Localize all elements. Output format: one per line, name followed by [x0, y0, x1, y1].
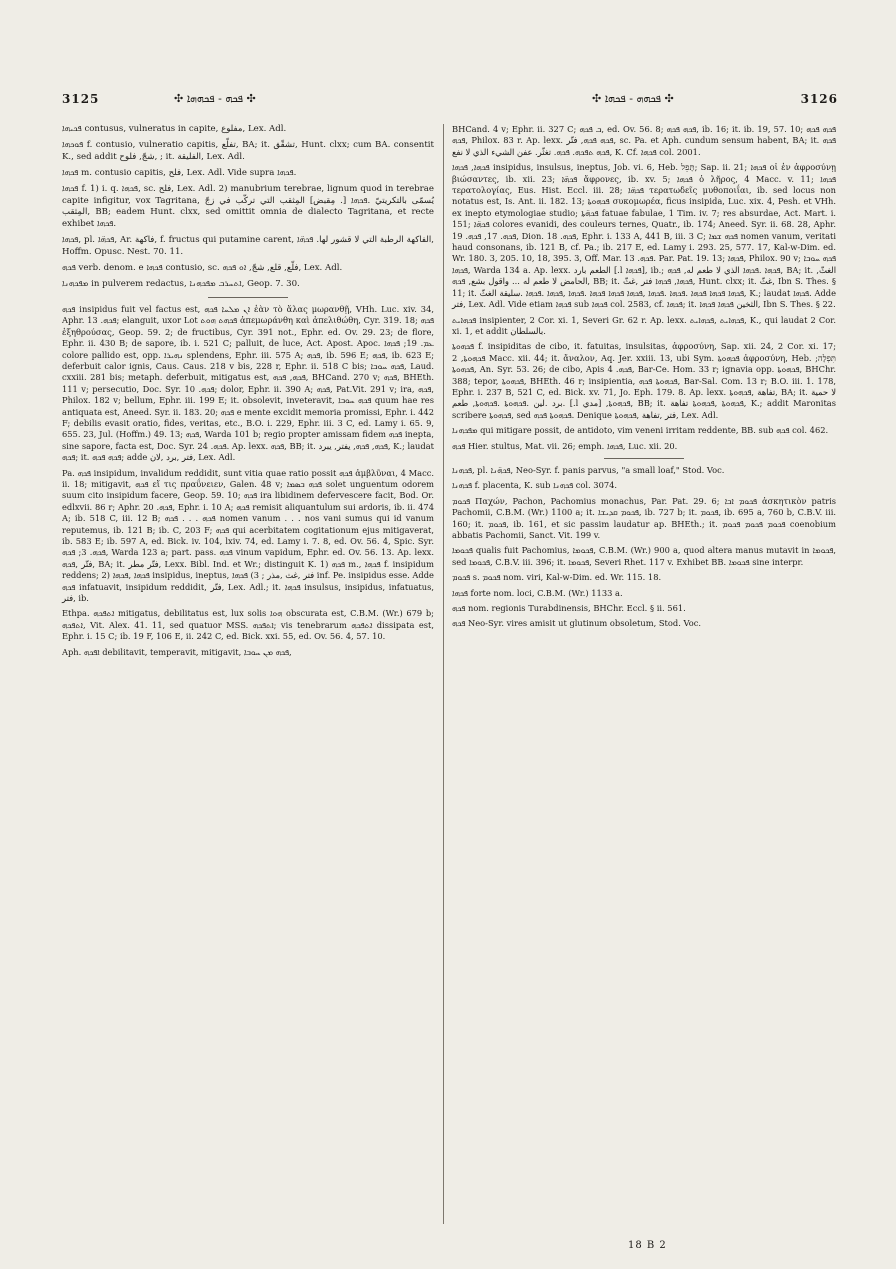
entry: ܦܟܗ Neo-Syr. vires amisit ut glutinum obsoletum, Stod. Voc. — [452, 618, 701, 629]
running-head-left: ✣ ܦܟܗ - ܦܟܗܗܐ ✣ — [174, 92, 256, 105]
entry: ܦܟܗܐ forte nom. loci, C.B.M. (Wr.) 1133 a. — [452, 587, 623, 598]
page-number-left: 3125 — [62, 92, 100, 106]
entry: ܦܟܗܢܐ f. placenta, K. sub ܦܟܗܢܐ col. 3074. — [452, 480, 618, 491]
running-head-right: ✣ ܦܟܗܗ - ܦܟܗܐ ✣ — [592, 92, 674, 105]
entry: ܦܟܝܗܐ contusus, vulneratus in capite, مفلوع, Lex. Adl. — [62, 124, 287, 134]
entry: ܦܘܟܗܐ f. contusio, vulneratio capitis, تفلّع, BA; it. تشقّق, Hunt. clxx; cum BA. consentit K., sed addit شجّ, فلوح, ; it. الفليقة, Lex. Adl. — [62, 139, 434, 162]
entry: BHCand. 4 v; Ephr. ii. 327 C; ܒ ܦܟܗ, ed. Ov. 56. 8; ܦܟܗ ܦܟܗ, ib. 16; it. ib. 19, 57. 10; ܦܟܗ ܦܟܗ ܦܟܗ, Philox. 83 r. Ap. lexx. ܦܟܗ ܦܟܗ, فتّر, sc. Pa. et Aph. cundum sensum habent, BA; it. ܦܟܗ ܦܟܗ ܬܦܟܗ. ܦܟܗ. تغثّر. عفن الشيء الذي لا نفع, K. Cf. ܦܟܗܐ col. 2001. — [452, 124, 836, 157]
entry: ܦܟܗܐ, ܦܟܗܐ insipidus, insulsus, ineptus, Job. vi. 6, Heb. תָּפֵל; Sap. ii. 21; ܦܟܗܐ οἱ ἐν ἀφροσύνῃ βιώσαντες, ib. xii. 23; ܦܟܗ̈ܐ ἄφρονες, ib. xv. 5; ܦܟܗܐ ὁ λῆρος, 4 Macc. v. 11; ܦܟܗܐ τερατολογίας, Eus. Hist. Eccl. iii. 28; ܦܟܗ̈ܐ τερατωδεῖς μυθοποιΐαι, ib. sed locus non notatus est, Is. Ant. ii. 182. 13; ܦܟܗܘܬܐ συκομωρέα, ficus insipida, Luc. xix. 4, Pesh. et VHh. ex inepto etymologiae studio; ܦܟܗ̈ܬܐ fatuae fabulae, 1 Tim. iv. 7; res absurdae, Act. Mart. i. 151; ܦܟܗ̈ܐ colores evanidi, des couleurs ternes, Quatr., ib. 174; Aneed. Syr. ii. 68. 28, Aphr. ܦܟܗ. 17, ܦܟܗ. 19, Dion. ܦܟܗ. 18, Ephr. i. 133 A, 441 B, iii. 3 C; ܦܟܗ ܫܡܐ nomen vanum, veritati haud consonans, ib. 121 B, cf. Pa.; ib. 217 E, ed. Lamy i. 293. 25, 577. 17, Kal-w-Dim. ed. Wr. 180. 3, 205. 10, 18, 395. 3, Off. Mar. ܦܟܗ. 13. Par. Pat. 19. 13; ܦܟܗܐ, Philox. 90 v; ܦܟܗ ܚܘܒܐ ܦܟܗܐ, Warda 134 a. Ap. lexx. الطعم بارد [.l ܦܟܗܐ], ib.; ܦܟܗܐ .ܦܟܗܐ الذي لا طعم له, ܦܟܗ, BA; it. الغثّ, الحامض لا طعم له ... واقول بشع, ܦܟܗ, BB; it. ܦܟܗܐ, ܦܟܗܐ فتر ,غثّ, Hunt. clxx; it. غثّ, Ibn S. Thes. § 11; it. ܦܟܗܐ ܦܟܗܐ ܦܟܗܐ .ܦܟܗܐ .ܦܟܗܐ ,ܦܟܗܐ ܦܟܗܐ ܦܟܗܐ .ܦܟܗܐ ,ܦܟܗܐ .ܦܟܗܐ .سليقة الغثّ, K.; laudat ܦܟܗܐ. Adde فتر, Lex. Adl. Vide etiam ܦܟܗܐ sub ܦܟܗܐ col. 2583, cf. ܦܟܗܐ; it. الثخين ܦܟܗܐ ܦܟܗܐ, Ibn S. Thes. § 22. — [452, 162, 837, 310]
left-column — [62, 124, 434, 662]
section-rule — [604, 458, 684, 459]
entry: Aph. ܐܦܟܗ debilitavit, temperavit, mitigavit, ܦܟܗ ܡܢ ܚܘܒܐ, — [62, 646, 292, 657]
entry: ܡܦܟܗܢܐ qui mitigare possit, de antidoto, vim veneni irritam reddente, BB. sub ܦܟܗ col. 462. — [452, 425, 829, 436]
entry: ܦܟܗ Hier. stultus, Mat. vii. 26; emph. ܦܟܗܐ, Luc. xii. 20. — [452, 440, 678, 451]
page-number-right: 3126 — [800, 92, 838, 106]
entry: ܦܟܘܡ Παχών, Pachon, Pachomius monachus, Par. Pat. 29. 6; ܦܟܘܡ ܐܒܐ ἀσκητικὸν patris Pachomii, C.B.M. (Wr.) 1100 a; it. ܦܟܘܡ ܩܕܝܫܐ, ib. 727 b; it. ܦܟܘܡ, ib. 695 a, 760 b, C.B.V. iii. 160; it. ܦܟܘܡ, ib. 161, et sic passim laudatur ap. BHEth.; it. ܦܟܘܡ ܦܟܘܡ ܦܟܘܡ coenobium abbatis Pachomii, Sanct. Vit. 199 v. — [452, 495, 837, 540]
entry: ܡܦܟܗܢܐ in pulverem redactus, ܐܬܚܪܒ ܡܦܟܗܢܐ, Geop. 7. 30. — [62, 278, 300, 289]
entry: ܦܟܗܐ, pl. ܦܟܗ̈ܐ, Ar. فاكهة, f. fructus qui putamine carent, الفاكهة الرطبة التي لا قشور لها. ܦܟܗ̈ܐ, Hoffm. Opusc. Nest. 70. 11. — [62, 235, 434, 258]
entry: ܦܟܗܐܝܬ insipienter, 2 Cor. xi. 1, Severi Gr. 62 r. Ap. lexx. ܦܟܗܐܝܬ ,ܦܟܗܐܝܬ, K., qui laudat 2 Cor. xi. 1, et addit بالسلطان. — [452, 314, 836, 336]
section-rule — [208, 297, 288, 298]
entry: ܦܟܗ verb. denom. e ܦܟܗܐ contusio, sc. فلّع, قلع, شجّ, ܐܘ ܦܟܗ, Lex. Adl. — [62, 263, 343, 274]
entry: ܦܟܘܡܐ qualis fuit Pachomius, ܦܟܘܡܐ, C.B.M. (Wr.) 900 a, quod altera manus mutavit in ܦܟܘܡܐ, sed ܦܟܘܡܐ, C.B.V. iii. 396; it. ܦܟܘܡܐ, Severi Rhet. 117 v. Exhibet BB. ܦܟܘܡܐ sine interpr. — [452, 545, 836, 567]
entry: Pa. ܦܟܗ insipidum, invalidum reddidit, sunt vitia quae ratio possit ܦܟܗ ἀμβλῦναι, 4 Macc. ii. 18; mitigavit, ܦܟܗ εἴ τις πραΰνειεν, Galen. 48 v; ܦܟܗ ܒܣܡܐ solet unguentum odorem suum cito insipidum facere, Geop. 59. 10; ܦܟܗ ira libidinem defervescere facit, Bod. Or. edlxvii. 86 r; Aphr. ܦܟܗ. 20, Ephr. i. 10 A; ܦܟܗ remisit aliquantulum sui ardoris, ib. ii. 474 A; ib. 518 C, iii. 12 B; ܦܟܗ . . . ܦܟܗ nomen vanum . . . nos vani sumus qui id vanum reputemus, ib. 121 B; ib. C, 203 F; ܦܟܗ qui acerbitatem cogitationum ejus mitigaverat, ib. 583 E; ib. 597 A, ed. Bick. iv. 104, lxiv. 74, ed. Lamy i. 7. 8, ed. Ov. 56. 4, Spic. Syr. ܦܟܗ. 3; ܦܟܗ, Warda 123 a; part. pass. ܦܟܗ vinum vapidum, Ephr. ed. Ov. 56. 13. Ap. lexx. فتّر ,ܦܟܗ, BA; it. فتّر مطر, Lexx. Bibl. Ind. et Wr.; distinguit K. 1) ܦܟܗ m., ܦܟܗܐ f. insipidum reddens; 2) ܦܟܗܐ ,ܦܟܗܐ insipidus, ineptus, فتر ,غث ,مذر ; 3) ܦܟܗܐ inf. Pe. insipidus esse. Adde ܦܟܗ infatuavit, insipidum reddidit, فتّر, Lex. Adl.; it. ܦܟܗܐ insulsus, insipidus, infatuatus, فتر, ib. — [62, 467, 435, 604]
entry: ܦܟܗ nom. regionis Turabdinensis, BHChr. Eccl. § ii. 561. — [452, 603, 686, 614]
entry: ܦܟܗܘܬܐ f. insipiditas de cibo, it. fatuitas, insulsitas, ἀφροσύνη, Sap. xii. 24, 2 Cor. xi. 17; ܦܟܗܘܬܐ, 2 Macc. xii. 44; it. ἄναλον, Aq. Jer. xxiii. 13, ubi Sym. ܦܟܗܘܬܐ ἀφροσύνη, Heb. תִּפְלָה; ܦܟܗܘܬܐ, An. Syr. 53. 26; de cibo, Apis ܦܟܗ. 4, Bar-Ce. Hom. 33 r; ignavia opp. ܦܟܗܘܬܐ, BHChr. 388; tepor, ܦܟܗܘܬܐ, BHEth. 46 r; insipientia, ܦܟܗܘܬܐ ܦܟܗ, Bar-Sal. Com. 13 r; B.O. iii. 1. 178, Ephr. i. 237 B, 521 C, ed. Bick. xv. 71, Jo. Eph. 179. 8. Ap. lexx. تفاهة ,ܦܟܗܘܬܐ, BA; it. لا حمية .برد .لين .ܦܟܗܘܬܐ .ܦܟܗܘܬܐ, طعم [.l مدي] ,ܦܟܗܘܬܐ, BB; it. ܦܟܗܘܬܐ ,ܦܟܗܘܬܐ تفاهة, K.; addit Maronitas scribere ܦܟܗܘܬܐ, sed ܦܟܗܘܬܐ ܦܟܗ. Denique فتر ,تفاهة ,ܦܟܗܘܬܐ, Lex. Adl. — [452, 341, 837, 420]
entry: ܦܟܗܐ f. 1) i. q. ܦܟܗܐ, sc. فلح, Lex. Adl. 2) manubrium terebrae, lignum quod in terebrae capite infigitur, vox Tagritana, يُسمّى بالتكريتيّ .ܦܟܗܐ [. مِقبض] المِثقب التي تركّب في زجّ المِثقب, BB; eadem Hunt. clxx, sed omittit omnia de dialecto Tagritana, et recte exhibet ܦܟܗܐ. — [62, 183, 434, 230]
entry: ܦܟܗܢܐ, pl. ܦܟܗ̈ܢܐ, Neo-Syr. f. panis parvus, "a small loaf," Stod. Voc. — [452, 464, 725, 475]
printer-signature: 18 B 2 — [628, 1240, 667, 1251]
right-column — [452, 124, 836, 634]
column-divider — [443, 124, 444, 1224]
page-header — [62, 92, 838, 118]
entry: Ethpa. ܐܬܦܟܗ mitigatus, debilitatus est, lux solis ܗܘܐ obscurata est, C.B.M. (Wr.) 679 b; ܐܬܦܟܗ, Vit. Alex. 41. 11, sed quatuor MSS. ܐܬܦܟܗ; vis tenebrarum ܐܬܦܟܗ dissipata est, Ephr. i. 15 C; ib. 19 F, 106 E, ii. 242 C, ed. Bick. xxi. 55, ed. Ov. 56. 4, 57. 10. — [62, 608, 434, 642]
entry: ܦܟܘܡ s. ܦܟܘܡ nom. viri, Kal-w-Dim. ed. Wr. 115. 18. — [452, 572, 662, 583]
entry: ܦܟܗ insipidus fuit vel factus est, ܐܢ ܡܠܚܐ ܦܟܗ ἐὰν τὸ ἅλας μωρανθῇ, VHh. Luc. xiv. 34, Aphr. ܦܟܗ. 13; elanguit, uxor Lot ܦܟܗܬ ܗܘܬ ἀπεμωράνθη καὶ ἀπελιθώθη, Cyr. 319. 18; ܦܟܗ ἐξηθρούσας, Geop. 59. 2; de fructibus, Cyr. 391 not., Ephr. ed. Ov. 29. 23; de flore, Ephr. ii. 430 B; de sapore, ib. i. 521 C; palluit, de luce, Act. Apost. Apoc. ܥܡ. 19; ܦܟܗܐ colore pallido est, opp. ܢܗܝܪܐ splendens, Ephr. iii. 575 A; ܦܟܗ, ib. 596 E; ܦܟܗ, ib. 623 E; deferbuit calor ignis, Caus. Caus. 218 v bis, 228 r, Ephr. ii. 518 C bis; ܦܟܗ ܚܘܒܐ, Laud. cxxiii. 281 bis; metaph. deferbuit, mitigatus est, ܦܟܗ, ܦܟܗ, BHCand. 270 v; ܦܟܗ, BHEth. 111 v; persecutio, Doc. Syr. ܦܟܗ. 10; dolor, Ephr. ii. 390 A; ܦܟܗ, Pat.Vit. 291 v; ira, ܦܟܗ, Philox. 182 v; bellum, Ephr. iii. 199 E; it. obsolevit, inveteravit, ܦܟܗ ܚܘܒܐ quum hae res antiquata est, Aneed. Syr. ii. 183. 20; ܦܟܗ e mente excidit memoria promissi, Ephr. i. 442 F; debilis evasit oratio, fides, veritas, etc., B.O. i. 229, Ephr. iii. 3 C, ed. Lamy i. 65. 9, 655. 23, Jul. (Hoffm.) 49. 13; ܦܟܗ, Warda 101 b; regio propter amissam fidem ܦܟܗ inepta, sine sapore, facta est, Doc. Syr. ܦܟܗ. 24. Ap. lexx. ܦܟܗ, BB; it. ܦܟܗ, ܦܟܗ, يفتر, يبرد, K.; laudat ܦܟܗ; it. ܦܟܗ ܦܟܗ; adde فتر ,برد ,لان, Lex. Adl. — [62, 303, 435, 463]
entry: ܦܟܗܐ m. contusio capitis, فلح, Lex. Adl. Vide supra ܦܟܗܐ. — [62, 167, 297, 178]
